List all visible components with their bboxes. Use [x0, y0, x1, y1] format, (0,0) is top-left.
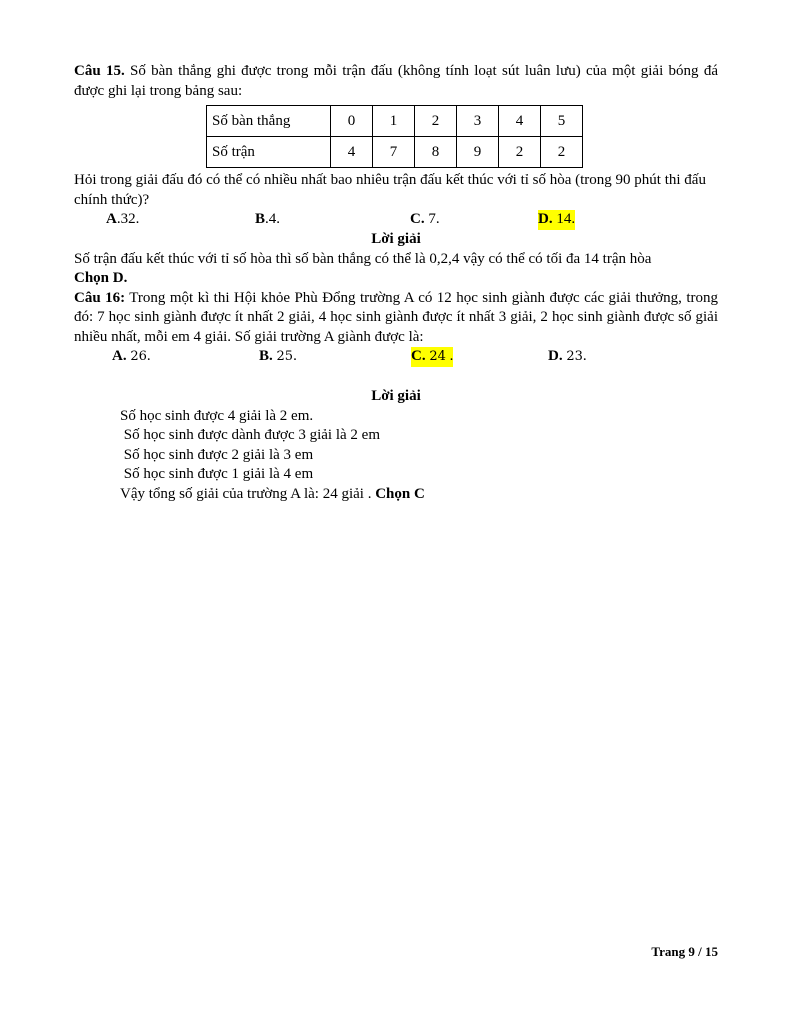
- table-row-header: Số trận: [207, 137, 331, 168]
- table-cell: 2: [541, 137, 583, 168]
- q16-label: Câu 16:: [74, 289, 126, 306]
- q16-text: Trong một kì thi Hội khỏe Phù Đổng trường A có 12 học sinh giành được các giải thưởng, trong đó: 7 học sinh giành được ít nhất 2 giải, 4 học sinh giành được ít nhất 3 giải, 2 học sinh giành được số giải nhiều nhất, mỗi em 4 giải. Số giải trường A giành được là:: [74, 289, 719, 345]
- document-page: [74, 62, 718, 504]
- q16-stem: [74, 289, 718, 348]
- solution-line: Số học sinh được 2 giải là 3 em: [120, 446, 314, 463]
- table-cell: 4: [499, 106, 541, 137]
- q15-option-d: D. 14.: [538, 210, 575, 230]
- q15-option-a: A.32.: [106, 211, 140, 227]
- q16-solution: [74, 407, 718, 505]
- q16-solution-title: Lời giải: [371, 388, 421, 404]
- table-cell: 1: [373, 106, 415, 137]
- q15-answer: Chọn D.: [74, 270, 128, 286]
- solution-line: Số học sinh được dành được 3 giải là 2 em: [120, 427, 380, 443]
- table-cell: 7: [373, 137, 415, 168]
- q15-stem: [74, 62, 718, 101]
- q16-option-a: A. 26.: [112, 348, 151, 364]
- q15-label: Câu 15.: [74, 63, 125, 79]
- q16-option-d: D. 23.: [548, 348, 587, 364]
- page-number: Trang 9 / 15: [651, 944, 718, 959]
- table-cell: 5: [541, 106, 583, 137]
- q15-options: [74, 210, 718, 230]
- q15-solution-title: Lời giải: [371, 231, 421, 247]
- q16-options: [74, 347, 718, 367]
- q15-solution: Số trận đấu kết thúc với tỉ số hòa thì số bàn thắng có thể là 0,2,4 vậy có thể có tối đa 14 trận hòa: [74, 250, 652, 267]
- q15-option-c: C. 7.: [410, 211, 440, 227]
- table-row-header: Số bàn thắng: [207, 106, 331, 137]
- table-row: [207, 106, 583, 137]
- table-cell: 4: [331, 137, 373, 168]
- q15-question: Hỏi trong giải đấu đó có thể có nhiều nhất bao nhiêu trận đấu kết thúc với tỉ số hòa (trong 90 phút thi đấu chính thức)?: [74, 172, 706, 208]
- q16-option-c: C. 24 .: [411, 347, 453, 367]
- q15-text: Số bàn thắng ghi được trong mỗi trận đấu (không tính loạt sút luân lưu) của một giải bóng đá được ghi lại trong bảng sau:: [74, 63, 718, 99]
- q15-option-b: B.4.: [255, 211, 281, 227]
- solution-line: Số học sinh được 4 giải là 2 em.: [120, 407, 314, 424]
- solution-conclusion: Vậy tổng số giải của trường A là: 24 giải . Chọn C: [120, 485, 425, 502]
- goals-table: [206, 105, 583, 168]
- table-cell: 2: [499, 137, 541, 168]
- table-cell: 3: [457, 106, 499, 137]
- table-row: [207, 137, 583, 168]
- table-cell: 8: [415, 137, 457, 168]
- q16-option-b: B. 25.: [259, 348, 297, 364]
- table-cell: 0: [331, 106, 373, 137]
- table-cell: 2: [415, 106, 457, 137]
- solution-line: Số học sinh được 1 giải là 4 em: [120, 466, 314, 482]
- table-cell: 9: [457, 137, 499, 168]
